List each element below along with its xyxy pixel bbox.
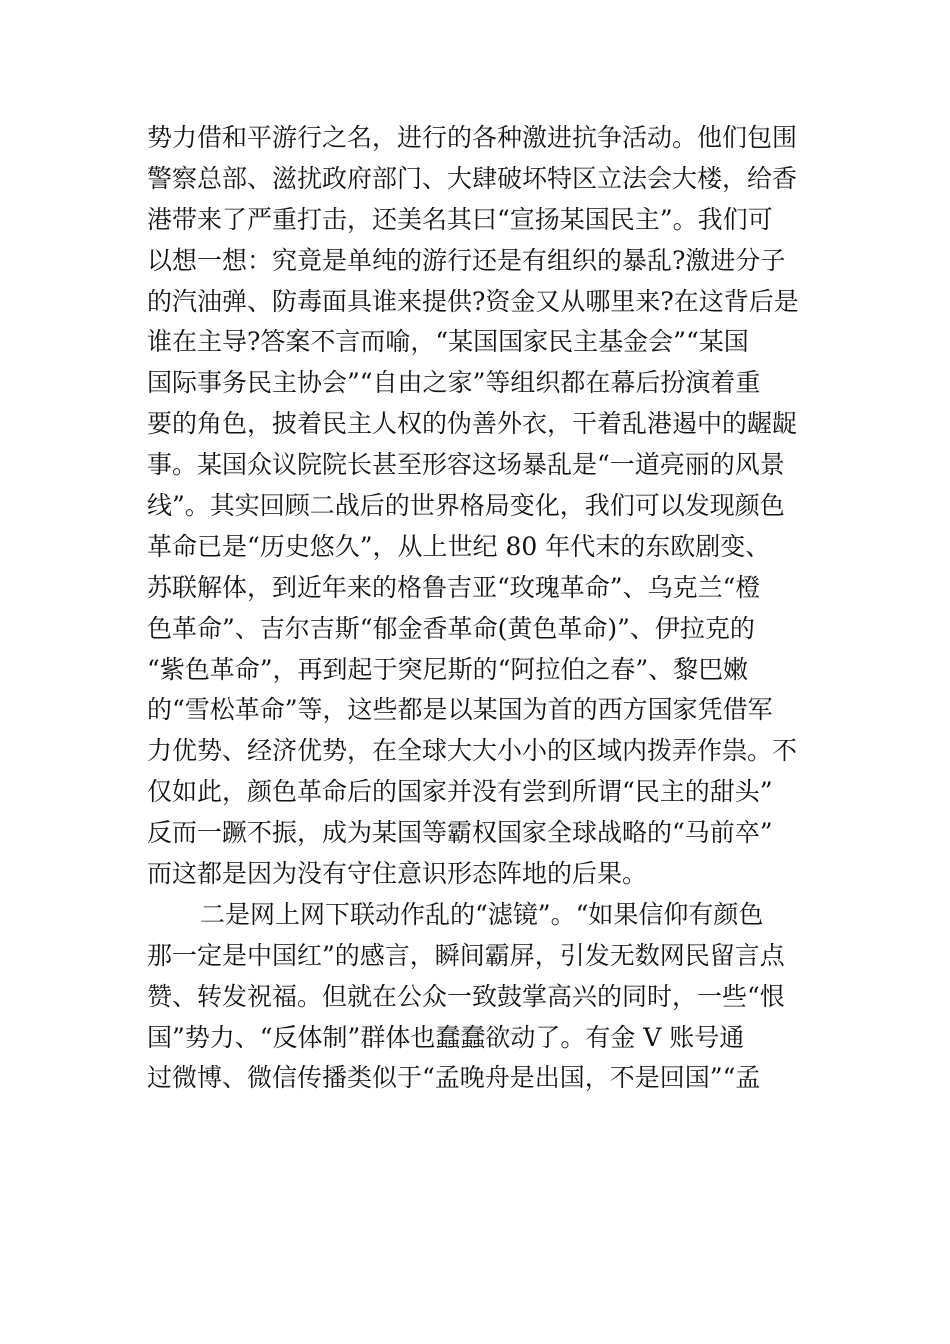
body-text [147, 118, 817, 1099]
text-line: 事。某国众议院院长甚至形容这场暴乱是“一道亮丽的风景 [147, 450, 785, 480]
text-line: “紫色革命”，再到起于突尼斯的“阿拉伯之春”、黎巴嫩 [147, 654, 749, 684]
text-line: 色革命”、吉尔吉斯“郁金香革命(黄色革命)”、伊拉克的 [147, 613, 755, 643]
text-line: 港带来了严重打击，还美名其曰“宣扬某国民主”。我们可 [147, 204, 773, 234]
text-line: 力优势、经济优势，在全球大大小小的区域内拨弄作祟。不 [147, 736, 798, 766]
paragraph-start-line: 二是网上网下联动作乱的“滤镜”。“如果信仰有颜色 [200, 899, 764, 929]
text-line: 的汽油弹、防毒面具谁来提供?资金又从哪里来?在这背后是 [147, 286, 799, 316]
text-line: 国”势力、“反体制”群体也蠢蠢欲动了。有金 V 账号通 [147, 1022, 745, 1052]
text-line: 仅如此，颜色革命后的国家并没有尝到所谓“民主的甜头” [147, 777, 773, 807]
text-line: 革命已是“历史悠久”，从上世纪 80 年代末的东欧剧变、 [147, 531, 771, 561]
text-line: 赞、转发祝福。但就在公众一致鼓掌高兴的同时，一些“恨 [147, 981, 785, 1011]
text-line: 以想一想：究竟是单纯的游行还是有组织的暴乱?激进分子 [147, 245, 786, 275]
text-line: 国际事务民主协会”“自由之家”等组织都在幕后扮演着重 [147, 368, 761, 398]
text-line: 谁在主导?答案不言而喻，“某国国家民主基金会”“某国 [147, 327, 749, 357]
text-line: 线”。其实回顾二战后的世界格局变化，我们可以发现颜色 [147, 491, 785, 521]
text-line: 警察总部、滋扰政府部门、大肆破坏特区立法会大楼，给香 [147, 163, 798, 193]
text-line: 而这都是因为没有守住意识形态阵地的后果。 [147, 859, 648, 889]
text-line: 过微博、微信传播类似于“孟晚舟是出国，不是回国”“孟 [147, 1063, 761, 1093]
text-line: 苏联解体，到近年来的格鲁吉亚“玫瑰革命”、乌克兰“橙 [147, 572, 761, 602]
text-line: 反而一蹶不振，成为某国等霸权国家全球战略的“马前卒” [147, 818, 773, 848]
text-line: 的“雪松革命”等，这些都是以某国为首的西方国家凭借军 [147, 695, 773, 725]
text-line: 势力借和平游行之名，进行的各种激进抗争活动。他们包围 [147, 123, 798, 152]
text-line: 要的角色，披着民主人权的伪善外衣，干着乱港遏中的龌龊 [147, 409, 798, 439]
text-line: 那一定是中国红”的感言，瞬间霸屏，引发无数网民留言点 [147, 940, 785, 970]
